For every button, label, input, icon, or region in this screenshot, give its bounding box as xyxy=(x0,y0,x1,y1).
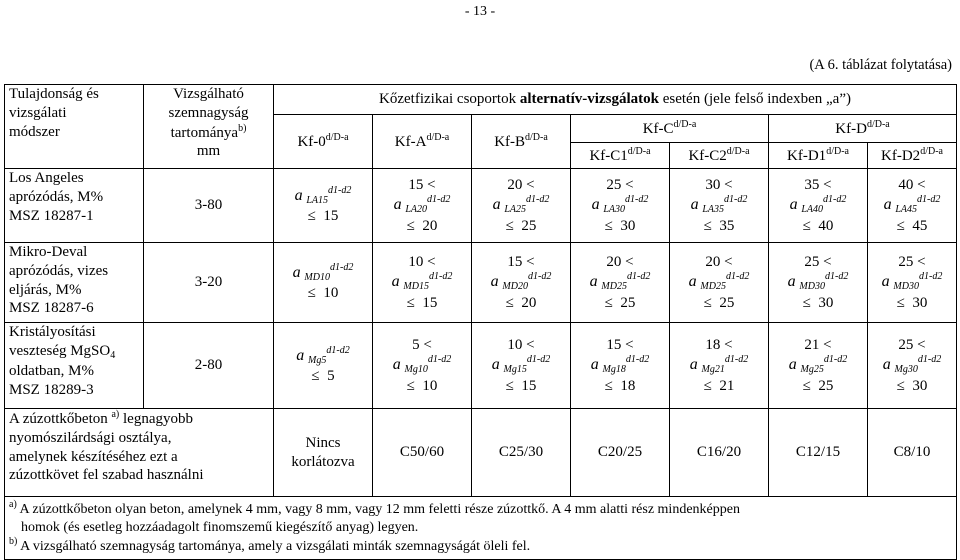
symbol-exponent: d1-d2 xyxy=(625,194,649,206)
symbol-subscript: Mg5 xyxy=(308,354,327,366)
symbol-letter: a xyxy=(881,273,890,291)
symbol-subscript: MD10 xyxy=(304,271,330,283)
footnote-text: A zúzottkőbeton olyan beton, amelynek 4 mm, vagy 8 mm, vagy 12 mm feletti része zúzottkő. A 4 mm alatti rész mindenképpen xyxy=(19,502,740,517)
lower-bound: 10 < xyxy=(507,336,535,353)
footnote-b xyxy=(9,536,956,556)
symbol-letter: a xyxy=(883,196,892,214)
property-cell xyxy=(5,243,144,323)
symbol-letter: a xyxy=(789,196,798,214)
symbol-exponent: d1-d2 xyxy=(526,354,551,366)
lower-bound: 18 < xyxy=(705,336,733,353)
le-sign: ≤ xyxy=(896,294,905,311)
property-line: oldatban, M% xyxy=(9,363,94,380)
upper-bound xyxy=(769,294,867,313)
properties-table xyxy=(4,84,957,560)
symbol-letter: a xyxy=(788,356,797,374)
col-sup: d/D-a xyxy=(920,145,943,157)
symbol-subscript: Mg30 xyxy=(894,364,918,376)
lower-bound: 25 < xyxy=(804,253,832,270)
symbol-letter: a xyxy=(294,186,303,204)
limit-cell xyxy=(373,243,472,323)
lower-bound: 25 < xyxy=(898,253,926,270)
le-sign: ≤ xyxy=(406,377,415,394)
upper-bound-value: 25 xyxy=(521,217,537,234)
property-cell xyxy=(5,169,144,243)
col-label: Kf-C1 xyxy=(589,147,628,164)
symbol-exponent: d1-d2 xyxy=(526,194,550,206)
group-title-prefix: Kőzetfizikai csoportok xyxy=(379,91,520,108)
symbol-letter: a xyxy=(392,356,401,374)
symbol-exponent: d1-d2 xyxy=(917,194,941,206)
symbol-exponent: d1-d2 xyxy=(724,354,749,366)
symbol-subscript: MD30 xyxy=(893,281,919,293)
property-line: Los Angeles xyxy=(9,170,84,186)
upper-bound-value: 30 xyxy=(818,294,834,311)
upper-bound-value: 15 xyxy=(422,294,438,311)
le-sign: ≤ xyxy=(604,294,613,311)
symbol xyxy=(373,271,471,294)
symbol-subscript: LA25 xyxy=(504,204,527,216)
le-sign: ≤ xyxy=(604,377,613,394)
concrete-kf-0 xyxy=(274,409,373,497)
header-kf-d xyxy=(769,115,957,143)
upper-bound-value: 21 xyxy=(719,377,735,394)
symbol-letter: a xyxy=(589,273,598,291)
le-sign: ≤ xyxy=(307,208,316,225)
symbol-exponent: d1-d2 xyxy=(918,271,943,283)
le-sign: ≤ xyxy=(802,217,811,234)
symbol-subscript: MD25 xyxy=(700,281,726,293)
symbol xyxy=(868,354,956,377)
header-size-line: mm xyxy=(196,143,221,160)
lower-bound: 21 < xyxy=(804,336,832,353)
symbol-subscript: MD20 xyxy=(502,281,528,293)
symbol-subscript: LA15 xyxy=(306,194,329,206)
upper-bound xyxy=(373,377,471,396)
footnote-text: A vizsgálható szemnagyság tartománya, amely a vizsgálati minták szemnagyságát öleli fel. xyxy=(20,539,531,554)
col-sup: d/D-a xyxy=(426,131,450,143)
header-kf-c1 xyxy=(571,143,670,169)
upper-bound xyxy=(472,294,570,313)
symbol xyxy=(769,354,867,377)
lower-bound: 15 < xyxy=(507,253,535,270)
symbol-subscript: LA45 xyxy=(895,204,918,216)
header-kf-0 xyxy=(274,115,373,169)
le-sign: ≤ xyxy=(896,217,905,234)
upper-bound-value: 30 xyxy=(912,294,928,311)
symbol-subscript: LA35 xyxy=(702,204,725,216)
grain-size-cell: 2-80 xyxy=(144,323,274,409)
symbol-subscript: Mg25 xyxy=(800,364,824,376)
footnote-mark: b) xyxy=(9,536,18,547)
limit-cell xyxy=(472,169,571,243)
upper-bound xyxy=(670,294,768,313)
symbol-subscript: MD30 xyxy=(799,281,825,293)
concrete-property-text: legnagyobb xyxy=(119,411,193,427)
lower-bound: 35 < xyxy=(804,176,832,193)
upper-bound xyxy=(274,284,372,303)
footnote-mark: a) xyxy=(9,499,17,510)
header-size-line: tartománya xyxy=(170,124,239,141)
le-sign: ≤ xyxy=(406,217,415,234)
symbol-exponent: d1-d2 xyxy=(917,354,942,366)
limit-cell xyxy=(571,243,670,323)
symbol-subscript: MD25 xyxy=(601,281,627,293)
le-sign: ≤ xyxy=(896,377,905,394)
limit-cell xyxy=(868,169,957,243)
upper-bound xyxy=(274,207,372,226)
symbol-exponent: d1-d2 xyxy=(725,271,750,283)
le-sign: ≤ xyxy=(802,377,811,394)
col-sup: d/D-a xyxy=(726,145,750,157)
property-subscript: 4 xyxy=(110,349,116,361)
upper-bound xyxy=(373,217,471,236)
upper-bound-value: 20 xyxy=(422,217,438,234)
upper-bound xyxy=(868,217,956,236)
col-sup: d/D-a xyxy=(826,145,849,157)
lower-bound: 25 < xyxy=(606,176,634,193)
upper-bound-value: 20 xyxy=(521,294,537,311)
upper-bound xyxy=(868,294,956,313)
upper-bound-value: 35 xyxy=(719,217,735,234)
footnote-ref-b: b) xyxy=(238,122,247,134)
concrete-class: C16/20 xyxy=(670,409,769,497)
symbol-exponent: d1-d2 xyxy=(824,271,849,283)
no-limit-text: Nincs xyxy=(305,434,341,451)
limit-cell xyxy=(274,243,373,323)
lower-bound: 20 < xyxy=(705,253,733,270)
upper-bound-value: 18 xyxy=(620,377,636,394)
upper-bound xyxy=(571,294,669,313)
concrete-property-text: nyomószilárdsági osztálya, xyxy=(9,429,172,446)
upper-bound-value: 25 xyxy=(818,377,834,394)
upper-bound-value: 30 xyxy=(620,217,636,234)
header-kf-b xyxy=(472,115,571,169)
upper-bound xyxy=(571,377,669,396)
symbol-exponent: d1-d2 xyxy=(625,354,650,366)
concrete-class: C50/60 xyxy=(373,409,472,497)
symbol xyxy=(769,271,867,294)
upper-bound-value: 30 xyxy=(912,377,928,394)
le-sign: ≤ xyxy=(307,285,316,302)
concrete-class: C12/15 xyxy=(769,409,868,497)
footnote-a xyxy=(9,499,956,519)
symbol xyxy=(472,354,570,377)
symbol-exponent: d1-d2 xyxy=(527,271,552,283)
lower-bound: 20 < xyxy=(507,176,535,193)
symbol xyxy=(571,194,669,217)
col-label: Kf-D2 xyxy=(881,147,921,164)
upper-bound-value: 40 xyxy=(818,217,834,234)
col-label: Kf-C xyxy=(642,120,674,137)
symbol xyxy=(670,271,768,294)
concrete-class: C25/30 xyxy=(472,409,571,497)
upper-bound xyxy=(769,377,867,396)
symbol xyxy=(571,354,669,377)
symbol-letter: a xyxy=(296,346,305,364)
col-sup: d/D-a xyxy=(525,131,548,143)
table-row xyxy=(5,169,957,243)
symbol xyxy=(472,271,570,294)
concrete-property-text: A zúzottkőbeton xyxy=(9,411,112,427)
symbol-subscript: LA30 xyxy=(603,204,626,216)
table-continuation-note: (A 6. táblázat folytatása) xyxy=(809,57,952,73)
symbol xyxy=(670,194,768,217)
lower-bound: 40 < xyxy=(898,176,926,193)
col-sup: d/D-a xyxy=(866,118,890,130)
limit-cell xyxy=(472,243,571,323)
upper-bound xyxy=(670,377,768,396)
symbol-letter: a xyxy=(689,356,698,374)
symbol-letter: a xyxy=(391,273,400,291)
property-line: aprózódás, vizes xyxy=(9,262,109,279)
symbol-subscript: LA40 xyxy=(801,204,824,216)
group-title-suffix: esetén (jele felső indexben „a”) xyxy=(658,91,851,108)
col-sup: d/D-a xyxy=(325,131,349,143)
limit-cell xyxy=(670,169,769,243)
concrete-property-text: amelynek készítéséhez ezt a xyxy=(9,448,178,465)
symbol-subscript: Mg10 xyxy=(404,364,428,376)
group-title xyxy=(274,85,957,115)
footnote-ref-a: a) xyxy=(111,409,120,420)
col-label: Kf-D xyxy=(835,120,867,137)
header-size-line: szemnagyság xyxy=(168,104,249,121)
limit-cell xyxy=(373,169,472,243)
table-row xyxy=(5,243,957,323)
limit-cell xyxy=(274,169,373,243)
col-sup: d/D-a xyxy=(627,145,651,157)
le-sign: ≤ xyxy=(311,368,320,385)
property-line: MSZ 18287-1 xyxy=(9,207,94,224)
grain-size-cell: 3-80 xyxy=(144,169,274,243)
header-size-line: Vizsgálható xyxy=(173,86,244,102)
symbol xyxy=(868,194,956,217)
symbol xyxy=(670,354,768,377)
limit-cell xyxy=(868,323,957,409)
symbol xyxy=(769,194,867,217)
property-line: Kristályosítási xyxy=(9,324,96,340)
header-property-line: Tulajdonság és xyxy=(9,86,99,102)
limit-cell xyxy=(571,169,670,243)
limit-cell xyxy=(373,323,472,409)
upper-bound-value: 10 xyxy=(323,285,339,302)
limit-cell xyxy=(769,243,868,323)
header-property-line: vizsgálati xyxy=(9,104,67,121)
symbol-letter: a xyxy=(490,273,499,291)
upper-bound xyxy=(274,367,372,386)
symbol-exponent: d1-d2 xyxy=(724,194,748,206)
upper-bound-value: 25 xyxy=(620,294,636,311)
upper-bound xyxy=(670,217,768,236)
concrete-strength-property xyxy=(5,409,274,497)
symbol-letter: a xyxy=(590,356,599,374)
footnotes xyxy=(5,497,957,560)
footnote-a-cont: homok (és esetleg hozzáadagolt finomszemű kiegészítő anyag) legyen. xyxy=(21,519,419,535)
symbol-exponent: d1-d2 xyxy=(427,194,451,206)
col-label: Kf-C2 xyxy=(688,147,727,164)
header-kf-c xyxy=(571,115,769,143)
concrete-property-text: zúzottkövet fel szabad használni xyxy=(9,467,204,484)
upper-bound-value: 45 xyxy=(912,217,928,234)
le-sign: ≤ xyxy=(604,217,613,234)
limit-cell xyxy=(571,323,670,409)
lower-bound: 15 < xyxy=(606,336,634,353)
property-line: Mikro-Deval xyxy=(9,244,88,260)
upper-bound-value: 15 xyxy=(521,377,537,394)
lower-bound: 15 < xyxy=(408,176,436,193)
symbol-subscript: Mg15 xyxy=(503,364,527,376)
concrete-class: C20/25 xyxy=(571,409,670,497)
header-kf-c2 xyxy=(670,143,769,169)
le-sign: ≤ xyxy=(505,217,514,234)
upper-bound xyxy=(868,377,956,396)
symbol xyxy=(868,271,956,294)
symbol-exponent: d1-d2 xyxy=(626,271,651,283)
upper-bound xyxy=(472,377,570,396)
symbol-exponent: d1-d2 xyxy=(328,184,352,196)
le-sign: ≤ xyxy=(505,377,514,394)
symbol-letter: a xyxy=(292,263,301,281)
le-sign: ≤ xyxy=(703,217,712,234)
header-grain-size xyxy=(144,85,274,169)
symbol-letter: a xyxy=(492,196,501,214)
property-line: aprózódás, M% xyxy=(9,188,104,205)
upper-bound xyxy=(373,294,471,313)
symbol-letter: a xyxy=(690,196,699,214)
symbol xyxy=(274,262,372,285)
symbol xyxy=(571,271,669,294)
symbol-exponent: d1-d2 xyxy=(823,194,847,206)
property-line: MSZ 18287-6 xyxy=(9,300,94,317)
symbol xyxy=(373,354,471,377)
property-cell xyxy=(5,323,144,409)
symbol-letter: a xyxy=(491,356,500,374)
upper-bound-value: 10 xyxy=(422,377,438,394)
upper-bound xyxy=(571,217,669,236)
concrete-class: C8/10 xyxy=(868,409,957,497)
symbol-exponent: d1-d2 xyxy=(329,261,354,273)
symbol xyxy=(472,194,570,217)
lower-bound: 30 < xyxy=(705,176,733,193)
header-kf-d1 xyxy=(769,143,868,169)
le-sign: ≤ xyxy=(802,294,811,311)
symbol xyxy=(274,185,372,208)
lower-bound: 20 < xyxy=(606,253,634,270)
limit-cell xyxy=(274,323,373,409)
no-limit-text: korlátozva xyxy=(291,453,355,470)
symbol-letter: a xyxy=(393,196,402,214)
symbol-exponent: d1-d2 xyxy=(326,344,350,356)
limit-cell xyxy=(769,169,868,243)
page-number: - 13 - xyxy=(464,4,496,19)
header-kf-a xyxy=(373,115,472,169)
grain-size-cell: 3-20 xyxy=(144,243,274,323)
lower-bound: 10 < xyxy=(408,253,436,270)
header-kf-d2 xyxy=(868,143,957,169)
symbol-exponent: d1-d2 xyxy=(823,354,848,366)
limit-cell xyxy=(472,323,571,409)
limit-cell xyxy=(769,323,868,409)
col-sup: d/D-a xyxy=(673,118,697,130)
symbol xyxy=(373,194,471,217)
symbol-subscript: LA20 xyxy=(405,204,428,216)
col-label: Kf-B xyxy=(494,133,526,150)
col-label: Kf-0 xyxy=(297,133,326,150)
header-property-line: módszer xyxy=(9,123,60,140)
table-row xyxy=(5,323,957,409)
symbol-subscript: MD15 xyxy=(403,281,429,293)
symbol-exponent: d1-d2 xyxy=(427,354,452,366)
limit-cell xyxy=(670,243,769,323)
upper-bound xyxy=(472,217,570,236)
limit-cell xyxy=(868,243,957,323)
property-line: MSZ 18289-3 xyxy=(9,382,94,398)
property-line: eljárás, M% xyxy=(9,281,82,298)
col-label: Kf-A xyxy=(394,133,427,150)
symbol xyxy=(274,345,372,368)
limit-cell xyxy=(670,323,769,409)
upper-bound-value: 25 xyxy=(719,294,735,311)
symbol-subscript: Mg21 xyxy=(701,364,725,376)
le-sign: ≤ xyxy=(406,294,415,311)
header-property xyxy=(5,85,144,169)
symbol-subscript: Mg18 xyxy=(602,364,626,376)
lower-bound: 25 < xyxy=(898,336,926,353)
lower-bound: 5 < xyxy=(412,336,432,353)
upper-bound-value: 15 xyxy=(323,208,339,225)
group-title-bold: alternatív-vizsgálatok xyxy=(519,91,659,108)
property-line: veszteség MgSO xyxy=(9,342,111,359)
le-sign: ≤ xyxy=(505,294,514,311)
symbol-letter: a xyxy=(882,356,891,374)
upper-bound xyxy=(769,217,867,236)
symbol-letter: a xyxy=(591,196,600,214)
col-label: Kf-D1 xyxy=(787,147,827,164)
le-sign: ≤ xyxy=(703,294,712,311)
symbol-exponent: d1-d2 xyxy=(428,271,453,283)
upper-bound-value: 5 xyxy=(327,368,335,385)
le-sign: ≤ xyxy=(703,377,712,394)
symbol-letter: a xyxy=(688,273,697,291)
symbol-letter: a xyxy=(787,273,796,291)
